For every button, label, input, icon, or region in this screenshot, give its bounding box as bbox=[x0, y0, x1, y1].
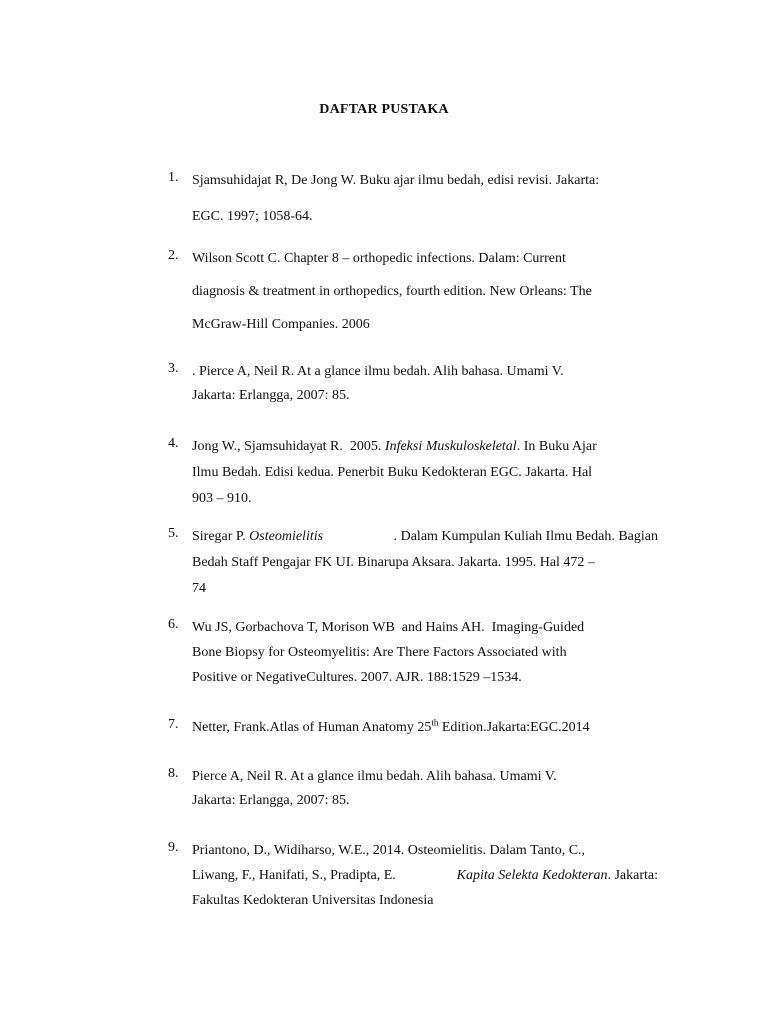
reference-line: Siregar P. Osteomielitis . Dalam Kumpulan Kuliah Ilmu Bedah. Bagian bbox=[192, 529, 658, 544]
reference-line: Priantono, D., Widiharso, W.E., 2014. Osteomielitis. Dalam Tanto, C., bbox=[192, 843, 586, 858]
reference-line: Jong W., Sjamsuhidayat R. 2005. Infeksi Muskuloskeletal. In Buku Ajar bbox=[192, 439, 597, 454]
reference-line: diagnosis & treatment in orthopedics, fourth edition. New Orleans: The bbox=[192, 284, 592, 299]
reference-number: 7. bbox=[168, 717, 179, 732]
reference-number: 4. bbox=[168, 436, 179, 451]
reference-number: 9. bbox=[168, 840, 179, 855]
reference-line: Wilson Scott C. Chapter 8 – orthopedic infections. Dalam: Current bbox=[192, 251, 566, 266]
reference-line: EGC. 1997; 1058-64. bbox=[192, 209, 313, 224]
reference-number: 2. bbox=[168, 248, 179, 263]
reference-line: Sjamsuhidajat R, De Jong W. Buku ajar ilmu bedah, edisi revisi. Jakarta: bbox=[192, 173, 600, 188]
italic-title: Infeksi Muskuloskeletal bbox=[384, 439, 517, 454]
reference-item-6 bbox=[168, 617, 658, 691]
reference-item-4 bbox=[168, 436, 658, 512]
reference-number: 6. bbox=[168, 617, 179, 632]
reference-number: 8. bbox=[168, 766, 179, 781]
reference-line: Liwang, F., Hanifati, S., Pradipta, E. Kapita Selekta Kedokteran. Jakarta: bbox=[192, 868, 658, 883]
reference-number: 1. bbox=[168, 170, 179, 185]
reference-line: Pierce A, Neil R. At a glance ilmu bedah. Alih bahasa. Umami V. bbox=[192, 769, 557, 784]
reference-item-2 bbox=[168, 248, 658, 338]
reference-line: 903 – 910. bbox=[192, 491, 252, 506]
superscript: th bbox=[431, 717, 439, 728]
reference-line: Jakarta: Erlangga, 2007: 85. bbox=[192, 388, 350, 403]
reference-line: Jakarta: Erlangga, 2007: 85. bbox=[192, 793, 350, 808]
page-title: DAFTAR PUSTAKA bbox=[319, 102, 449, 117]
reference-item-9 bbox=[168, 840, 658, 914]
reference-line: Bedah Staff Pengajar FK UI. Binarupa Aksara. Jakarta. 1995. Hal 472 – bbox=[192, 555, 595, 570]
reference-line: Wu JS, Gorbachova T, Morison WB and Hains AH. Imaging-Guided bbox=[192, 620, 585, 635]
italic-title: Kapita Selekta Kedokteran bbox=[456, 868, 608, 883]
reference-line: Bone Biopsy for Osteomyelitis: Are There Factors Associated with bbox=[192, 645, 567, 660]
reference-line: Fakultas Kedokteran Universitas Indonesia bbox=[192, 893, 434, 908]
reference-line: Ilmu Bedah. Edisi kedua. Penerbit Buku Kedokteran EGC. Jakarta. Hal bbox=[192, 465, 593, 480]
reference-line: McGraw-Hill Companies. 2006 bbox=[192, 317, 370, 332]
reference-line: 74 bbox=[192, 581, 206, 596]
reference-number: 5. bbox=[168, 526, 179, 541]
reference-number: 3. bbox=[168, 361, 179, 376]
italic-title: Osteomielitis bbox=[249, 529, 324, 544]
reference-line: Positive or NegativeCultures. 2007. AJR. 188:1529 –1534. bbox=[192, 670, 522, 685]
reference-item-1 bbox=[168, 170, 658, 230]
reference-line: . Pierce A, Neil R. At a glance ilmu bedah. Alih bahasa. Umami V. bbox=[192, 364, 564, 379]
reference-line: Netter, Frank.Atlas of Human Anatomy 25th Edition.Jakarta:EGC.2014 bbox=[192, 717, 590, 735]
reference-item-7 bbox=[168, 717, 658, 741]
reference-item-8 bbox=[168, 766, 658, 814]
reference-item-5 bbox=[168, 526, 658, 602]
reference-item-3 bbox=[168, 361, 658, 409]
